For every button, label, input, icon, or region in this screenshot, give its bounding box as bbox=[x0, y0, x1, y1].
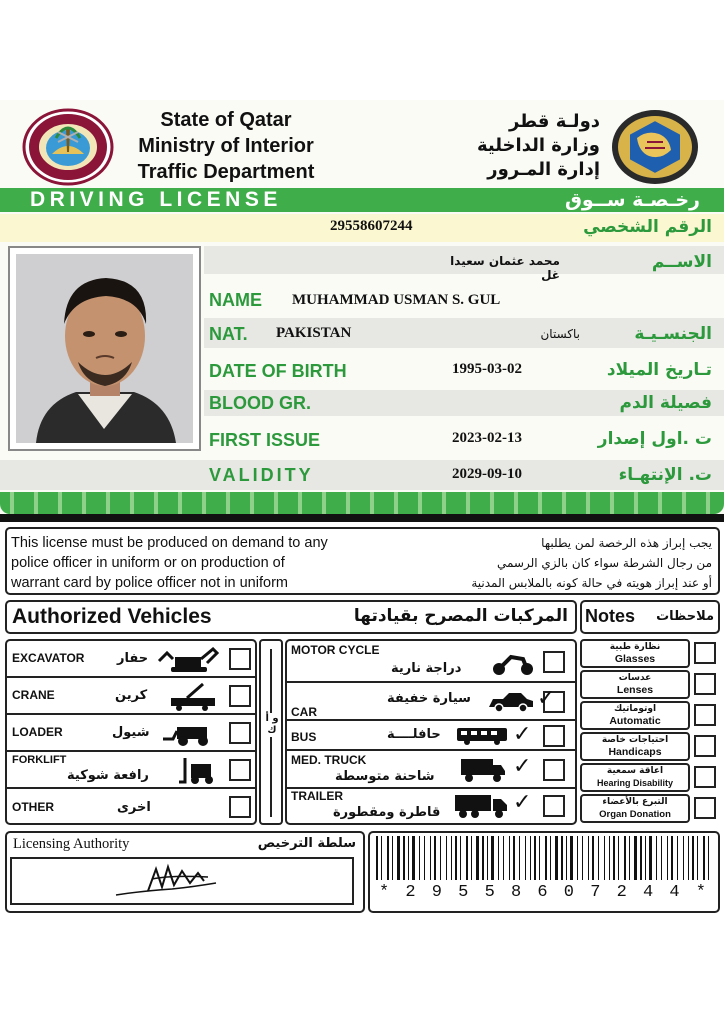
dob-value: 1995-03-02 bbox=[452, 361, 522, 377]
validity-label-ar: ت. الإنتهـاء bbox=[618, 465, 712, 485]
check-mark-icon: ✓ bbox=[537, 686, 556, 711]
note-label-en: Handicaps bbox=[608, 746, 662, 758]
vehicle-motorcycle bbox=[287, 641, 575, 683]
signature bbox=[112, 861, 222, 906]
note-label-ar: نظارة طبية bbox=[609, 642, 661, 652]
divider-label-ar: و أ ك bbox=[265, 713, 279, 736]
notice-en-line-3: warrant card by police officer not in uniform bbox=[11, 575, 288, 591]
car-icon bbox=[487, 691, 535, 718]
other-checkbox[interactable] bbox=[229, 796, 251, 818]
barcode-bar bbox=[397, 836, 400, 880]
note-label-en: Hearing Disability bbox=[596, 778, 674, 788]
barcode-bar bbox=[582, 836, 583, 880]
barcode-bar bbox=[570, 836, 573, 880]
barcode-bar bbox=[440, 836, 441, 880]
barcode-bar bbox=[697, 836, 698, 880]
notice-ar-line-3: أو عند إبراز هويته في حالة كونه بالملابس المدنية bbox=[471, 576, 712, 590]
note-label-ar: التبرع بالأعضاء bbox=[602, 797, 668, 807]
barcode-bar bbox=[577, 836, 578, 880]
bus-checkbox[interactable] bbox=[543, 725, 565, 747]
category-divider bbox=[259, 639, 283, 825]
vehicle-label-en: CAR bbox=[291, 705, 317, 719]
vehicle-label-en: OTHER bbox=[12, 800, 54, 814]
nat-value-ar: باكستان bbox=[540, 327, 580, 341]
loader-checkbox[interactable] bbox=[229, 722, 251, 744]
barcode-bar bbox=[671, 836, 673, 880]
vehicle-other bbox=[7, 789, 255, 825]
barcode-bar bbox=[455, 836, 457, 880]
crane-checkbox[interactable] bbox=[229, 685, 251, 707]
vehicle-label-en: CRANE bbox=[12, 688, 55, 702]
note-label-en: Glasses bbox=[614, 653, 656, 665]
barcode-bar bbox=[387, 836, 389, 880]
motorcycle-icon bbox=[491, 651, 535, 682]
nat-label-ar: الجنسـيـة bbox=[634, 324, 712, 344]
vehicle-label-ar: رافعة شوكية bbox=[67, 768, 149, 783]
vehicle-forklift bbox=[7, 752, 255, 789]
barcode-bar bbox=[656, 836, 657, 880]
note-label-ar: احتياجات خاصة bbox=[601, 735, 669, 745]
glasses-checkbox[interactable] bbox=[694, 642, 716, 664]
barcode-bar bbox=[503, 836, 504, 880]
automatic-checkbox[interactable] bbox=[694, 704, 716, 726]
authorized-title-ar: المركبات المصرح بقيادتها bbox=[353, 606, 568, 626]
barcode-bar bbox=[471, 836, 472, 880]
name-ar-value: محمد عثمان سعيدا غل bbox=[450, 254, 560, 282]
barcode bbox=[376, 836, 712, 880]
barcode-bar bbox=[640, 836, 642, 880]
vehicle-label-en: TRAILER bbox=[291, 789, 343, 803]
organ-donation-checkbox[interactable] bbox=[694, 797, 716, 819]
trailer-icon bbox=[453, 793, 509, 824]
barcode-bar bbox=[708, 836, 709, 880]
barcode-bar bbox=[482, 836, 484, 880]
check-mark-icon: ✓ bbox=[513, 722, 532, 747]
loader-icon bbox=[161, 721, 219, 752]
barcode-bar bbox=[408, 836, 409, 880]
barcode-bar bbox=[592, 836, 594, 880]
barcode-bar bbox=[460, 836, 461, 880]
crane-truck-icon bbox=[167, 682, 219, 717]
note-lenses bbox=[580, 670, 720, 701]
validity-label: VALIDITY bbox=[209, 465, 314, 485]
barcode-bar bbox=[539, 836, 540, 880]
vehicle-loader bbox=[7, 715, 255, 752]
barcode-bar bbox=[534, 836, 536, 880]
barcode-bar bbox=[424, 836, 425, 880]
vehicle-excavator bbox=[7, 641, 255, 678]
first-issue-label-ar: ت .اول إصدار bbox=[597, 429, 712, 449]
barcode-bar bbox=[419, 836, 420, 880]
barcode-bar bbox=[392, 836, 393, 880]
notes-title-ar: ملاحظات bbox=[656, 609, 714, 624]
barcode-bar bbox=[618, 836, 619, 880]
header-state: State of Qatar bbox=[160, 109, 292, 131]
note-automatic bbox=[580, 701, 720, 732]
barcode-bar bbox=[476, 836, 479, 880]
note-label-ar: اوتوماتيك bbox=[613, 704, 657, 714]
vehicle-label-ar: شاحنة متوسطة bbox=[335, 769, 435, 784]
dob-label-ar: تـاريخ الميلاد bbox=[606, 360, 712, 380]
note-organ-donation bbox=[580, 794, 720, 825]
barcode-bar bbox=[530, 836, 531, 880]
header-ministry-ar: وزارة الداخلية bbox=[476, 135, 600, 156]
excavator-checkbox[interactable] bbox=[229, 648, 251, 670]
med-truck-checkbox[interactable] bbox=[543, 759, 565, 781]
license-front-card bbox=[0, 100, 724, 518]
vehicle-label-en: FORKLIFT bbox=[12, 754, 67, 766]
band-title-en: DRIVING LICENSE bbox=[30, 188, 282, 211]
header-state-ar: دولـة قطر bbox=[508, 111, 600, 132]
barcode-bar bbox=[634, 836, 637, 880]
barcode-bar bbox=[430, 836, 431, 880]
barcode-bar bbox=[412, 836, 415, 880]
barcode-bar bbox=[688, 836, 689, 880]
barcode-bar bbox=[604, 836, 605, 880]
barcode-bar bbox=[588, 836, 589, 880]
barcode-bar bbox=[649, 836, 652, 880]
barcode-bar bbox=[509, 836, 510, 880]
vehicle-label-ar: دراجة نارية bbox=[391, 661, 462, 676]
barcode-bar bbox=[609, 836, 610, 880]
notes-title-en: Notes bbox=[585, 606, 636, 626]
notice-ar-line-2: من رجال الشرطة سواء كان بالزي الرسمي bbox=[496, 556, 712, 570]
vehicle-label-en: BUS bbox=[291, 730, 317, 744]
barcode-bar bbox=[525, 836, 526, 880]
license-back-card bbox=[0, 523, 724, 918]
barcode-bar bbox=[403, 836, 405, 880]
notice-ar-line-1: يجب إبراز هذه الرخصة لمن يطلبها bbox=[541, 536, 712, 550]
first-issue-label: FIRST ISSUE bbox=[209, 430, 321, 450]
qatar-emblem-icon bbox=[22, 108, 114, 186]
barcode-bar bbox=[466, 836, 468, 880]
validity-value: 2029-09-10 bbox=[452, 466, 522, 482]
header-department-ar: إدارة المـرور bbox=[487, 159, 600, 180]
blood-label-ar: فصيلة الدم bbox=[619, 393, 712, 413]
licensing-label-ar: سلطة الترخيص bbox=[257, 836, 356, 851]
vehicle-label-en: LOADER bbox=[12, 725, 63, 739]
vehicle-label-ar: قاطرة ومقطورة bbox=[333, 805, 441, 820]
vehicle-label-ar: حفار bbox=[117, 651, 149, 666]
note-handicaps bbox=[580, 732, 720, 763]
barcode-bar bbox=[561, 836, 563, 880]
id-label-ar: الرقم الشخصي bbox=[583, 217, 712, 237]
barcode-bar bbox=[629, 836, 630, 880]
vehicle-trailer bbox=[287, 789, 575, 823]
handicaps-checkbox[interactable] bbox=[694, 735, 716, 757]
barcode-bar bbox=[598, 836, 599, 880]
barcode-bar bbox=[446, 836, 447, 880]
excavator-icon bbox=[157, 647, 219, 678]
vehicle-label-en: EXCAVATOR bbox=[12, 651, 85, 665]
bus-icon bbox=[455, 726, 509, 751]
barcode-bar bbox=[703, 836, 705, 880]
vehicle-label-en: MOTOR CYCLE bbox=[291, 643, 380, 657]
note-glasses bbox=[580, 639, 720, 670]
vehicle-car bbox=[287, 683, 575, 721]
decorative-pattern bbox=[0, 492, 724, 514]
trailer-checkbox[interactable] bbox=[543, 795, 565, 817]
notice-en-line-1: This license must be produced on demand to any bbox=[11, 535, 328, 551]
barcode-bar bbox=[381, 836, 382, 880]
licensing-label-en: Licensing Authority bbox=[13, 836, 130, 852]
authorized-title-en: Authorized Vehicles bbox=[12, 605, 212, 628]
barcode-bar bbox=[545, 836, 547, 880]
forklift-icon bbox=[179, 756, 219, 791]
barcode-bar bbox=[487, 836, 488, 880]
check-mark-icon: ✓ bbox=[513, 754, 532, 779]
holder-photo bbox=[8, 246, 201, 451]
vehicle-label-ar: سيارة خفيفة bbox=[387, 691, 471, 706]
note-label-en: Automatic bbox=[609, 715, 661, 727]
hearing-disability-checkbox[interactable] bbox=[694, 766, 716, 788]
name-ar-label: الاســم bbox=[651, 252, 712, 272]
nat-label: NAT. bbox=[209, 324, 248, 344]
vehicle-crane bbox=[7, 678, 255, 715]
barcode-bar bbox=[376, 836, 378, 880]
barcode-bar bbox=[624, 836, 626, 880]
first-issue-value: 2023-02-13 bbox=[452, 430, 522, 446]
barcode-bar bbox=[661, 836, 662, 880]
vehicle-med-truck bbox=[287, 751, 575, 789]
barcode-bar bbox=[677, 836, 678, 880]
motorcycle-checkbox[interactable] bbox=[543, 651, 565, 673]
gcc-emblem-icon bbox=[611, 108, 699, 186]
barcode-bar bbox=[667, 836, 668, 880]
band-title-ar: رخـصـة ســوق bbox=[564, 189, 700, 211]
barcode-bar bbox=[555, 836, 558, 880]
barcode-bar bbox=[683, 836, 684, 880]
barcode-bar bbox=[513, 836, 515, 880]
name-label: NAME bbox=[209, 290, 262, 310]
barcode-bar bbox=[491, 836, 494, 880]
name-value: MUHAMMAD USMAN S. GUL bbox=[292, 292, 501, 308]
barcode-bar bbox=[498, 836, 499, 880]
barcode-bar bbox=[519, 836, 520, 880]
note-label-en: Lenses bbox=[616, 684, 654, 696]
header-ministry: Ministry of Interior bbox=[138, 135, 314, 157]
note-hearing-disability bbox=[580, 763, 720, 794]
vehicle-bus bbox=[287, 721, 575, 751]
truck-icon bbox=[459, 757, 507, 788]
barcode-bar bbox=[692, 836, 694, 880]
barcode-bar bbox=[645, 836, 646, 880]
barcode-text: * 2 9 5 5 8 6 0 7 2 4 4 * bbox=[378, 883, 710, 902]
vehicle-label-ar: كرين bbox=[115, 688, 148, 703]
nat-value: PAKISTAN bbox=[276, 325, 352, 341]
header-department: Traffic Department bbox=[137, 161, 315, 183]
barcode-bar bbox=[613, 836, 615, 880]
vehicle-label-ar: حافلــــة bbox=[387, 727, 441, 742]
barcode-bar bbox=[451, 836, 452, 880]
note-label-ar: اعاقة سمعية bbox=[606, 766, 664, 776]
vehicle-label-ar: اخرى bbox=[117, 800, 151, 815]
note-label-ar: عدسات bbox=[618, 673, 652, 683]
dob-label: DATE OF BIRTH bbox=[209, 361, 347, 381]
lenses-checkbox[interactable] bbox=[694, 673, 716, 695]
vehicle-label-en: MED. TRUCK bbox=[291, 753, 367, 767]
vehicle-label-ar: شيول bbox=[112, 725, 150, 740]
barcode-bar bbox=[550, 836, 551, 880]
note-label-en: Organ Donation bbox=[599, 809, 671, 820]
id-number: 29558607244 bbox=[330, 218, 413, 234]
check-mark-icon: ✓ bbox=[513, 790, 532, 815]
forklift-checkbox[interactable] bbox=[229, 759, 251, 781]
barcode-bar bbox=[434, 836, 436, 880]
barcode-bar bbox=[566, 836, 567, 880]
notice-en-line-2: police officer in uniform or on production of bbox=[11, 555, 285, 571]
blood-label: BLOOD GR. bbox=[209, 393, 311, 413]
